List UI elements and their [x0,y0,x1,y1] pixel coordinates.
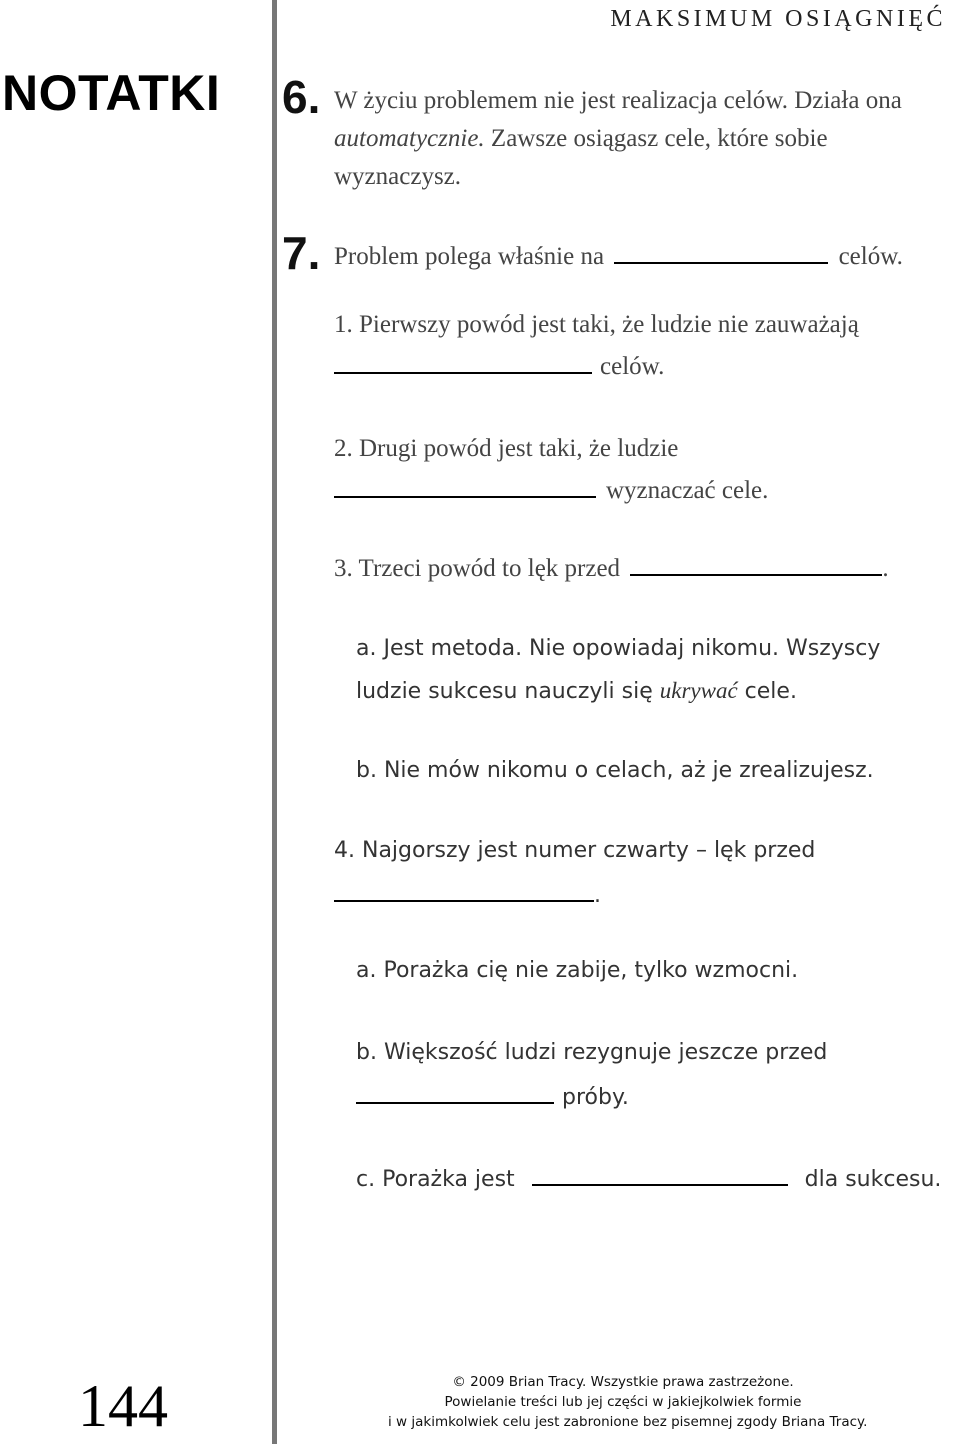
point-4b-line-1: b. Większość ludzi rezygnuje jeszcze przed [356,1040,828,1065]
item-6-line-2-rest: Zawsze osiągasz cele, które sobie [484,125,828,152]
point-3a-italic-word: ukrywać [659,678,738,703]
point-4-text-after: . [594,883,601,908]
item-number-7: 7. [282,227,321,279]
item-6-line-2 [334,120,902,158]
point-4-line-2 [334,878,601,908]
point-3a-line-1: a. Jest metoda. Nie opowiadaj nikomu. Wszyscy [356,636,881,661]
point-1-line-1: 1. Pierwszy powód jest taki, że ludzie nie zauważają [334,311,859,338]
point-2-line-1: 2. Drugi powód jest taki, że ludzie [334,435,679,462]
copyright-line: © 2009 Brian Tracy. Wszystkie prawa zastrzeżone. [452,1374,794,1390]
item-7-text [334,238,903,276]
fill-in-blank[interactable] [334,350,592,374]
item-6-line-3: wyznaczysz. [334,163,462,190]
point-4c-text-after: dla sukcesu. [804,1167,942,1192]
point-3a-line-2 [356,678,797,704]
item-6-italic-word: automatycznie. [334,125,485,152]
fill-in-blank[interactable] [334,878,594,902]
point-3b-line-1: b. Nie mów nikomu o celach, aż je zrealizujesz. [356,758,874,783]
point-2-line-2 [334,472,768,510]
point-3a-text-before: ludzie sukcesu nauczyli się [356,679,660,704]
point-3-line-1 [334,550,889,588]
margin-divider-line [272,0,277,1444]
copyright-notice-line-2: Powielanie treści lub jej części w jakiejkolwiek formie [444,1394,802,1410]
fill-in-blank[interactable] [614,240,828,264]
point-3-text-after: . [882,555,889,582]
point-4-line-1: 4. Najgorszy jest numer czwarty – lęk przed [334,838,816,863]
item-6-text [334,82,902,196]
point-4b-text-after: próby. [562,1085,629,1110]
page-number: 144 [78,1373,168,1439]
fill-in-blank[interactable] [356,1080,554,1104]
point-4b-line-2 [356,1080,629,1110]
fill-in-blank[interactable] [334,474,596,498]
fill-in-blank[interactable] [532,1162,788,1186]
point-1-line-2 [334,348,664,386]
item-6-line-1: W życiu problemem nie jest realizacja celów. Działa ona [334,87,902,114]
point-4c-line-1 [356,1162,941,1192]
point-3-text-before: 3. Trzeci powód to lęk przed [334,555,621,582]
point-1-text-after: celów. [600,353,665,380]
point-3a-text-after: cele. [737,679,797,704]
notes-sidebar-title: NOTATKI [2,65,221,121]
item-7-text-after: celów. [838,243,903,270]
point-4c-text-before: c. Porażka jest [356,1167,515,1192]
point-2-text-after: wyznaczać cele. [606,477,769,504]
point-4a-line-1: a. Porażka cię nie zabije, tylko wzmocni. [356,958,799,983]
item-7-text-before: Problem polega właśnie na [334,243,605,270]
copyright-notice-line-3: i w jakimkolwiek celu jest zabronione bez pisemnej zgody Briana Tracy. [388,1414,868,1430]
item-number-6: 6. [282,71,321,123]
fill-in-blank[interactable] [630,552,882,576]
running-header: MAKSIMUM OSIĄGNIĘĆ [610,6,946,32]
